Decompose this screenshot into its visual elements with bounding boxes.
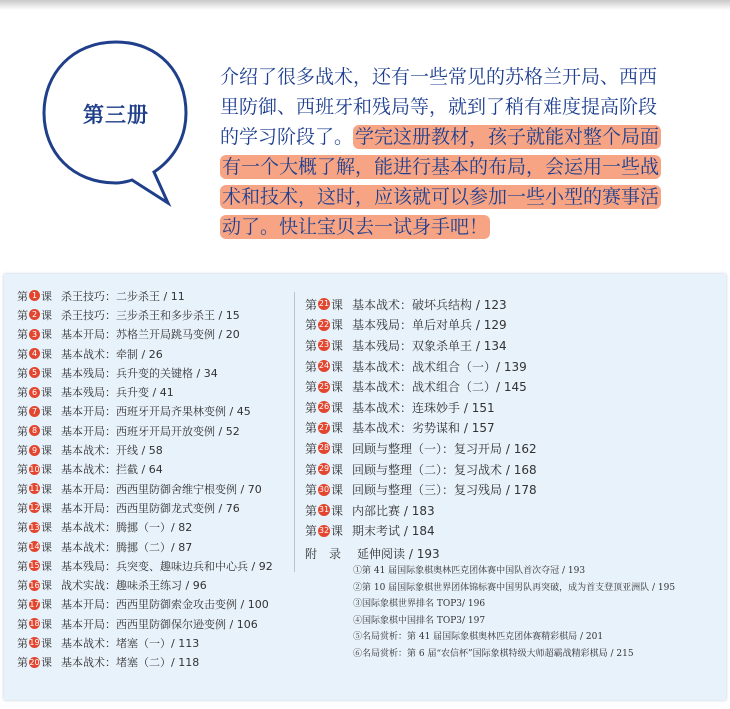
lesson-number-badge: 8 [29, 425, 40, 436]
lesson-number-badge: 30 [318, 484, 330, 494]
lesson-title: 基本残局：兵突变、趣味边兵和中心兵 / 92 [61, 559, 273, 573]
intro-line [220, 152, 680, 182]
toc-lesson-row [17, 614, 273, 633]
lesson-number-badge: 31 [318, 505, 330, 515]
toc-lesson-row [17, 460, 273, 479]
intro-text [220, 62, 680, 242]
lesson-title: 基本残局：单后对单兵 / 129 [352, 318, 507, 333]
lesson-suffix: 课 [41, 636, 52, 650]
lesson-number-badge: 28 [318, 443, 330, 453]
lesson-number-badge: 9 [29, 445, 40, 456]
lesson-number-badge: 18 [29, 619, 40, 629]
lesson-title: 基本战术：牵制 / 26 [61, 347, 163, 361]
lesson-title: 基本开局：西班牙开局齐果林变例 / 45 [61, 405, 251, 419]
lesson-title: 基本开局：西西里防御索金攻击变例 / 100 [61, 598, 269, 612]
toc-lesson-row [17, 595, 273, 614]
lesson-prefix: 第 [305, 483, 318, 498]
volume-badge: 第三册 [83, 103, 149, 127]
lesson-suffix: 课 [331, 338, 344, 353]
lesson-prefix: 第 [17, 405, 28, 419]
toc-lesson-row [305, 397, 537, 418]
lesson-number-badge: 29 [318, 464, 330, 474]
highlighted-text-segment: 学完这册教材，孩子就能对整个局面 [355, 126, 660, 148]
toc-lesson-row [17, 479, 273, 498]
lesson-suffix: 课 [331, 297, 344, 312]
lesson-title: 回顾与整理（一）：复习开局 / 162 [352, 441, 537, 456]
lesson-number-badge: 2 [29, 309, 40, 320]
lesson-suffix: 课 [41, 521, 52, 535]
lesson-title: 基本开局：西班牙开局开放变例 / 52 [61, 424, 240, 438]
intro-line [220, 62, 680, 92]
appendix-row [305, 543, 675, 563]
lesson-suffix: 课 [41, 366, 52, 380]
toc-lesson-row [17, 575, 273, 594]
intro-text-segment: 里防御、西班牙和残局等，就到了稍有难度提高阶段 [220, 96, 658, 118]
toc-lesson-row [305, 315, 537, 336]
lesson-suffix: 课 [41, 540, 52, 554]
toc-right-column [305, 294, 537, 541]
lesson-prefix: 第 [17, 521, 28, 535]
lesson-prefix: 第 [17, 579, 28, 593]
lesson-prefix: 第 [17, 308, 28, 322]
toc-lesson-row [305, 356, 537, 377]
lesson-prefix: 第 [17, 598, 28, 612]
appendix-item: ⑥名局赏析：第 6 届“农信杯”国际象棋特级大师超霸战精彩棋局 / 215 [353, 648, 634, 659]
lesson-prefix: 第 [17, 636, 28, 650]
lesson-suffix: 课 [41, 559, 52, 573]
lesson-number-badge: 15 [29, 561, 40, 571]
lesson-number-badge: 20 [29, 657, 40, 667]
toc-lesson-row [17, 363, 273, 382]
appendix-list [305, 563, 675, 662]
lesson-prefix: 第 [305, 421, 318, 436]
lesson-suffix: 课 [331, 380, 344, 395]
lesson-prefix: 第 [17, 328, 28, 342]
lesson-prefix: 第 [305, 338, 318, 353]
lesson-number-badge: 21 [318, 299, 330, 309]
lesson-number-badge: 11 [29, 484, 40, 494]
lesson-suffix: 课 [331, 441, 344, 456]
lesson-prefix: 第 [305, 380, 318, 395]
lesson-prefix: 第 [17, 386, 28, 400]
lesson-prefix: 第 [305, 400, 318, 415]
lesson-prefix: 第 [17, 559, 28, 573]
lesson-suffix: 课 [331, 462, 344, 477]
lesson-suffix: 课 [41, 289, 52, 303]
toc-lesson-row [305, 376, 537, 397]
lesson-prefix: 第 [17, 482, 28, 496]
lesson-number-badge: 32 [318, 525, 330, 535]
lesson-number-badge: 13 [29, 522, 40, 532]
lesson-title: 基本战术：战术组合（二）/ 145 [352, 380, 527, 395]
appendix-item: ①第 41 届国际象棋奥林匹克团体赛中国队首次夺冠 / 193 [353, 566, 586, 576]
lesson-number-badge: 1 [29, 290, 40, 301]
lesson-title: 基本残局：双象杀单王 / 134 [352, 338, 507, 353]
lesson-suffix: 课 [41, 579, 52, 593]
lesson-number-badge: 22 [318, 319, 330, 329]
lesson-prefix: 第 [305, 441, 318, 456]
lesson-suffix: 课 [331, 503, 344, 518]
appendix-section [305, 543, 675, 662]
lesson-number-badge: 19 [29, 638, 40, 648]
toc-lesson-row [17, 537, 273, 556]
toc-lesson-row [305, 521, 537, 542]
lesson-title: 基本战术：堵塞（一）/ 113 [61, 636, 200, 650]
lesson-number-badge: 25 [318, 381, 330, 391]
toc-lesson-row [17, 498, 273, 517]
toc-lesson-row [305, 418, 537, 439]
intro-line [220, 182, 680, 212]
lesson-title: 基本开局：西西里防御保尔逊变例 / 106 [61, 617, 258, 631]
lesson-suffix: 课 [41, 328, 52, 342]
lesson-title: 基本战术：劣势谋和 / 157 [352, 421, 495, 436]
lesson-number-badge: 7 [29, 406, 40, 417]
lesson-prefix: 第 [17, 656, 28, 670]
highlighted-text-segment: 动了。快让宝贝去一试身手吧！ [222, 216, 489, 238]
lesson-suffix: 课 [41, 463, 52, 477]
lesson-suffix: 课 [41, 501, 52, 515]
appendix-item: ⑤名局赏析：第 41 届国际象棋奥林匹克团体赛精彩棋局 / 201 [353, 632, 604, 642]
lesson-prefix: 第 [305, 503, 318, 518]
lesson-prefix: 第 [305, 524, 318, 539]
highlighted-text-segment: 有一个大概了解，能进行基本的布局，会运用一些战 [222, 156, 660, 178]
intro-text-segment: 的学习阶段了。 [220, 126, 354, 148]
appendix-item: ③国际象棋世界排名 TOP3/ 196 [353, 599, 486, 609]
lesson-number-badge: 17 [29, 599, 40, 609]
lesson-title: 期末考试 / 184 [352, 524, 435, 539]
lesson-prefix: 第 [17, 424, 28, 438]
toc-lesson-row [17, 344, 273, 363]
toc-left-column [17, 286, 273, 672]
toc-lesson-row [305, 500, 537, 521]
lesson-suffix: 课 [331, 483, 344, 498]
lesson-number-badge: 6 [29, 387, 40, 398]
lesson-suffix: 课 [41, 405, 52, 419]
table-of-contents [4, 274, 726, 700]
lesson-title: 内部比赛 / 183 [352, 503, 435, 518]
lesson-title: 战术实战：趣味杀王练习 / 96 [61, 579, 207, 593]
lesson-suffix: 课 [41, 656, 52, 670]
toc-lesson-row [17, 421, 273, 440]
toc-lesson-row [17, 653, 273, 672]
lesson-title: 杀王技巧：三步杀王和多步杀王 / 15 [61, 308, 240, 322]
lesson-prefix: 第 [17, 540, 28, 554]
lesson-title: 基本战术：开线 / 58 [61, 444, 163, 458]
lesson-number-badge: 16 [29, 580, 40, 590]
toc-lesson-row [17, 325, 273, 344]
lesson-title: 基本战术：连珠妙手 / 151 [352, 400, 495, 415]
lesson-title: 基本战术：堵塞（二）/ 118 [61, 656, 200, 670]
lesson-prefix: 第 [17, 463, 28, 477]
lesson-prefix: 第 [305, 359, 318, 374]
lesson-number-badge: 12 [29, 503, 40, 513]
lesson-number-badge: 26 [318, 402, 330, 412]
lesson-suffix: 课 [41, 424, 52, 438]
lesson-title: 基本开局：西西里防御舍维宁根变例 / 70 [61, 482, 262, 496]
toc-lesson-row [17, 633, 273, 652]
lesson-title: 基本战术：腾挪（一）/ 82 [61, 521, 193, 535]
lesson-number-badge: 24 [318, 361, 330, 371]
appendix-item: ②第 10 届国际象棋世界团体锦标赛中国男队再突破，成为首支登顶亚洲队 / 195 [353, 582, 676, 593]
lesson-suffix: 课 [41, 347, 52, 361]
toc-lesson-row [305, 294, 537, 315]
lesson-suffix: 课 [41, 598, 52, 612]
lesson-title: 回顾与整理（二）：复习战术 / 168 [352, 462, 537, 477]
highlighted-text-segment: 术和技术，这时，应该就可以参加一些小型的赛事活 [222, 186, 660, 208]
lesson-prefix: 第 [305, 297, 318, 312]
lesson-prefix: 第 [17, 366, 28, 380]
lesson-title: 基本残局：兵升变的关键格 / 34 [61, 366, 218, 380]
column-divider [294, 292, 295, 572]
toc-lesson-row [17, 518, 273, 537]
lesson-title: 基本战术：腾挪（二）/ 87 [61, 540, 193, 554]
toc-lesson-row [17, 556, 273, 575]
lesson-suffix: 课 [41, 308, 52, 322]
lesson-suffix: 课 [331, 318, 344, 333]
lesson-title: 基本残局：兵升变 / 41 [61, 386, 174, 400]
lesson-suffix: 课 [41, 444, 52, 458]
lesson-number-badge: 23 [318, 340, 330, 350]
lesson-suffix: 课 [41, 386, 52, 400]
lesson-prefix: 第 [305, 318, 318, 333]
lesson-number-badge: 4 [29, 348, 40, 359]
lesson-number-badge: 14 [29, 542, 40, 551]
lesson-title: 基本战术：战术组合（一）/ 139 [352, 359, 527, 374]
toc-lesson-row [305, 335, 537, 356]
intro-line [220, 122, 680, 152]
lesson-suffix: 课 [331, 359, 344, 374]
lesson-title: 基本开局：苏格兰开局跳马变例 / 20 [61, 328, 240, 342]
lesson-prefix: 第 [17, 289, 28, 303]
lesson-number-badge: 10 [29, 464, 40, 474]
lesson-suffix: 课 [331, 400, 344, 415]
intro-text-segment: 介绍了很多战术，还有一些常见的苏格兰开局、西西 [220, 66, 658, 88]
toc-lesson-row [17, 286, 273, 305]
toc-lesson-row [17, 402, 273, 421]
lesson-suffix: 课 [41, 482, 52, 496]
lesson-title: 杀王技巧：二步杀王 / 11 [61, 289, 185, 303]
lesson-suffix: 课 [41, 617, 52, 631]
intro-section [0, 0, 730, 268]
lesson-suffix: 课 [331, 524, 344, 539]
lesson-suffix: 课 [331, 421, 344, 436]
toc-lesson-row [305, 479, 537, 500]
lesson-title: 基本战术：拦截 / 64 [61, 463, 163, 477]
lesson-number-badge: 5 [29, 367, 40, 378]
toc-lesson-row [305, 459, 537, 480]
lesson-prefix: 第 [305, 462, 318, 477]
intro-line [220, 212, 680, 242]
lesson-title: 基本战术：破坏兵结构 / 123 [352, 297, 507, 312]
appendix-title: 延伸阅读 / 193 [357, 546, 440, 561]
lesson-number-badge: 3 [29, 329, 40, 340]
lesson-prefix: 第 [17, 444, 28, 458]
toc-lesson-row [17, 305, 273, 324]
appendix-label: 附 录 [305, 546, 342, 561]
lesson-prefix: 第 [17, 347, 28, 361]
lesson-title: 基本开局：西西里防御龙式变例 / 76 [61, 501, 240, 515]
lesson-prefix: 第 [17, 501, 28, 515]
lesson-number-badge: 27 [318, 422, 330, 432]
lesson-title: 回顾与整理（三）：复习残局 / 178 [352, 483, 537, 498]
appendix-item: ④国际象棋中国排名 TOP3/ 197 [353, 615, 486, 626]
lesson-prefix: 第 [17, 617, 28, 631]
intro-line [220, 92, 680, 122]
toc-lesson-row [305, 438, 537, 459]
toc-lesson-row [17, 382, 273, 401]
toc-lesson-row [17, 440, 273, 459]
